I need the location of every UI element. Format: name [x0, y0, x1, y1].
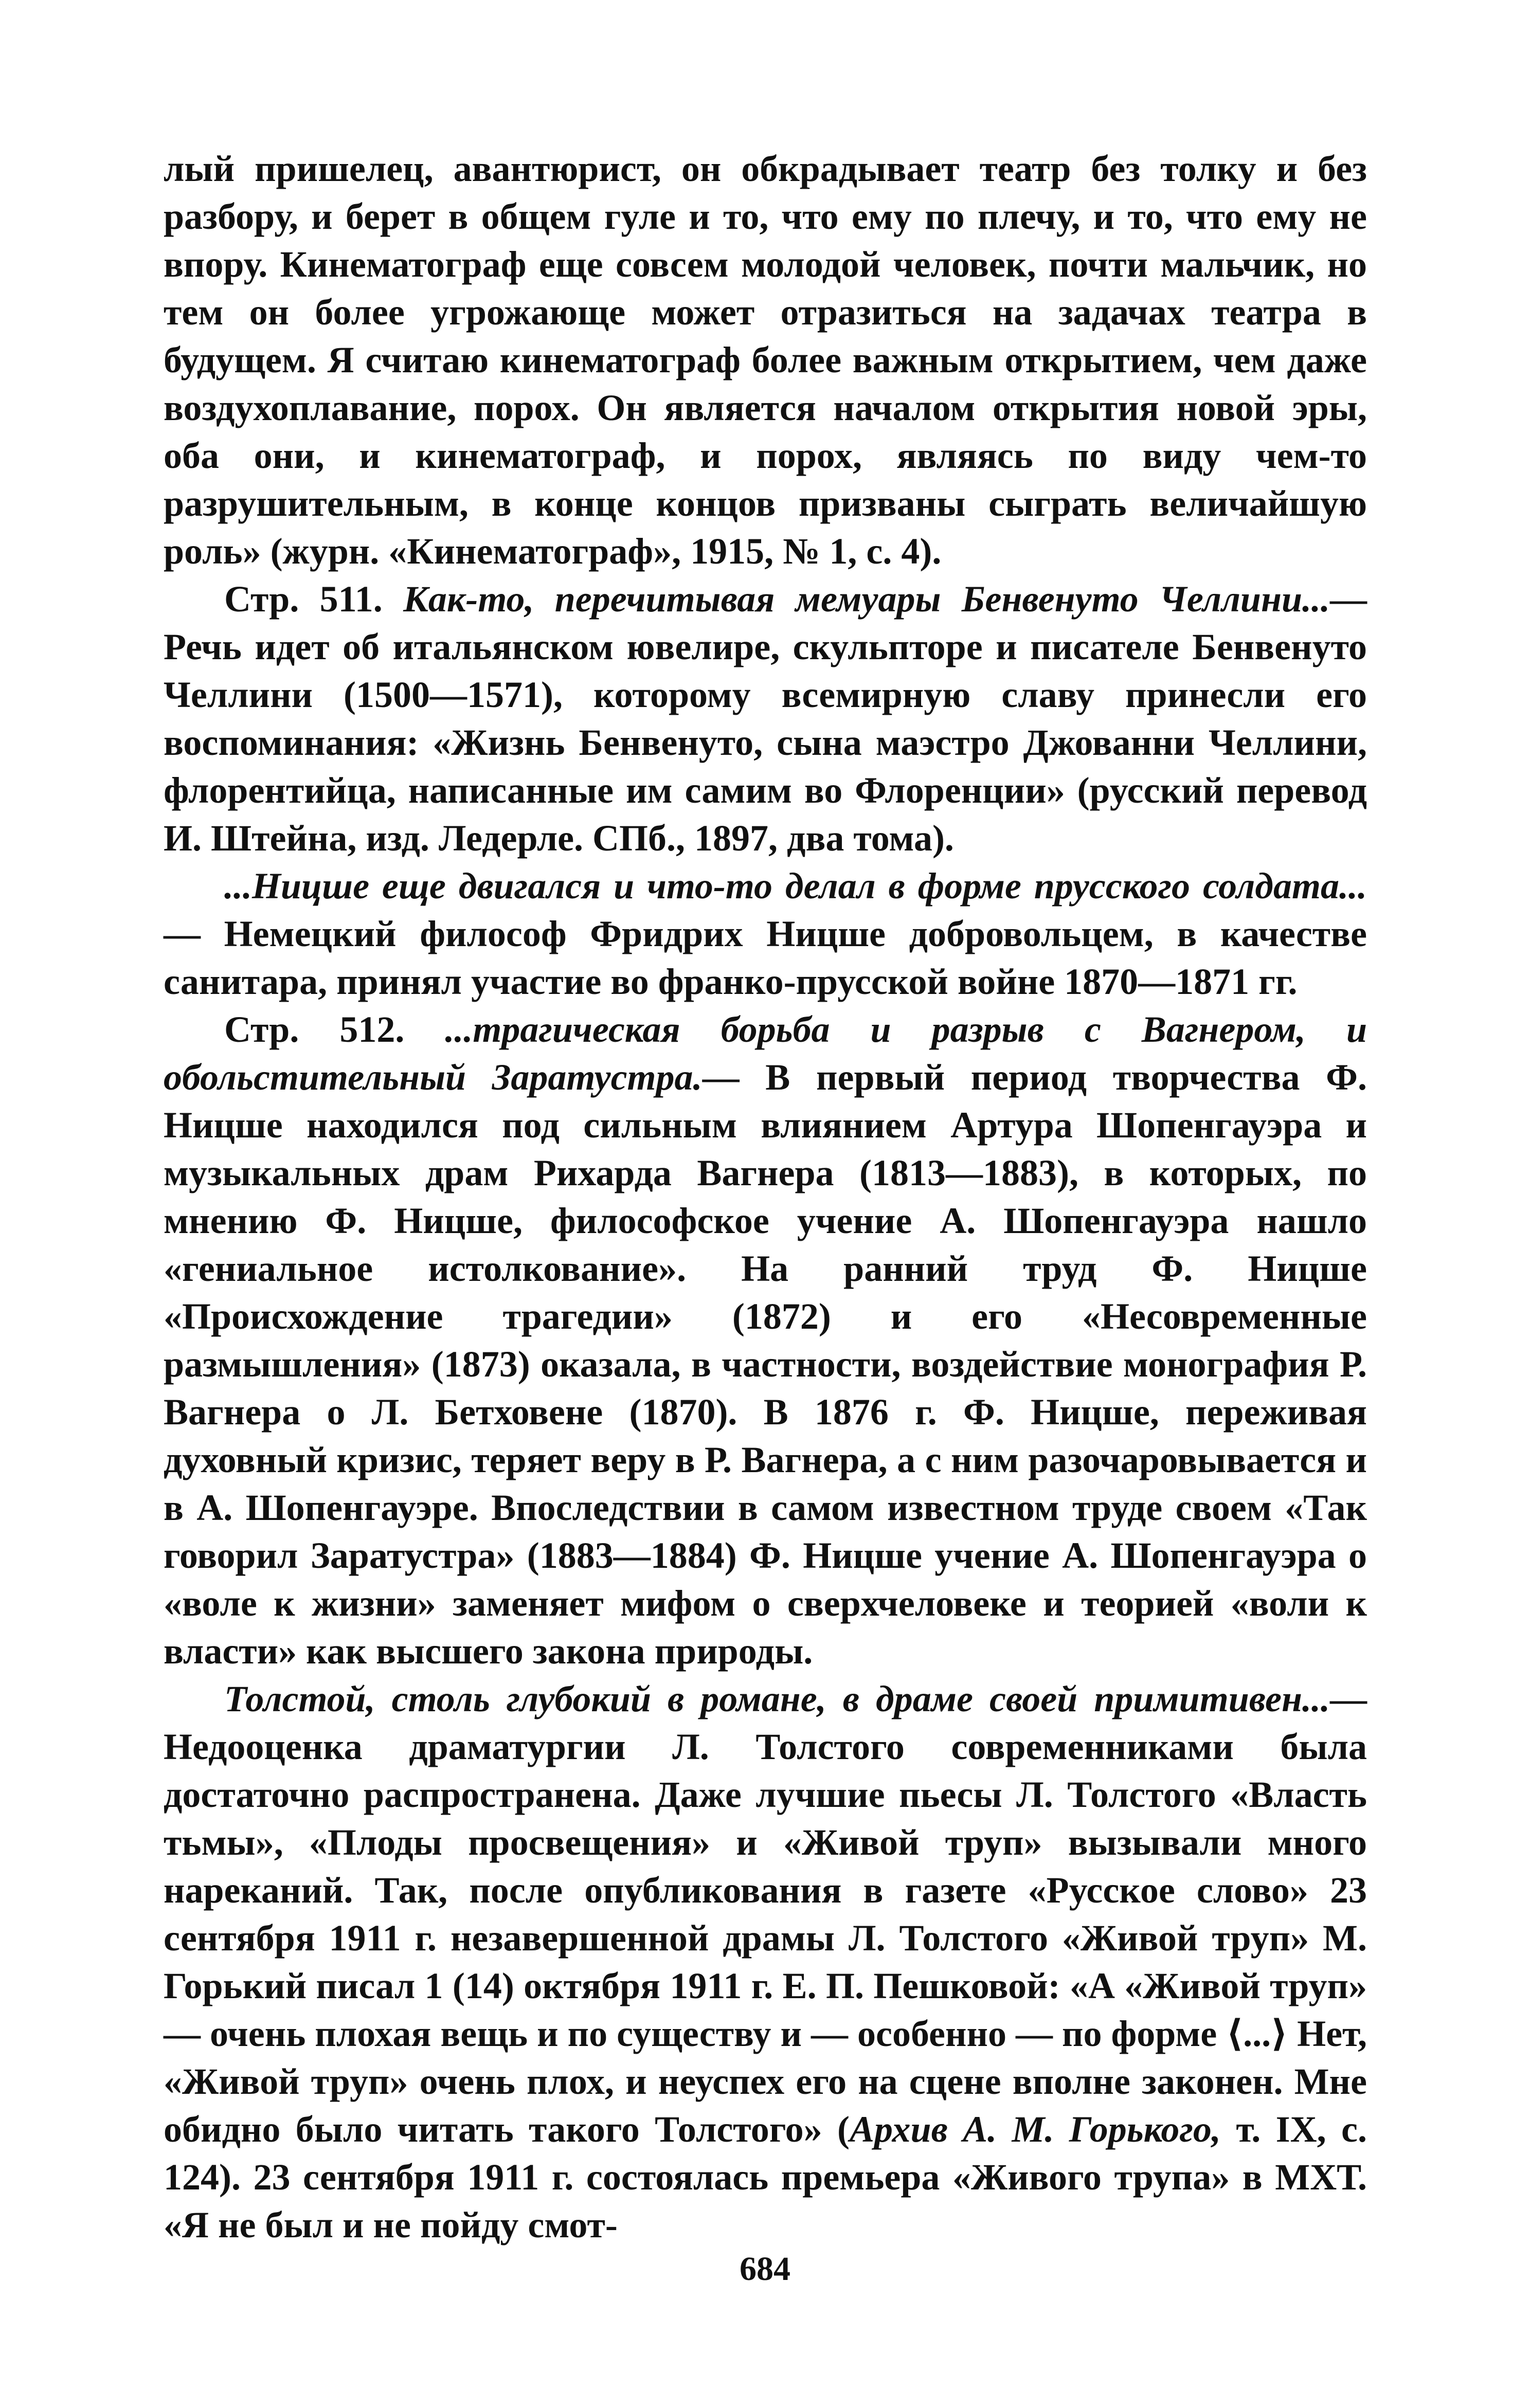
italic-segment: ...Ницше еще двигался и что-то делал в форме прусского солдата... [224, 865, 1367, 907]
text-segment: — Недооценка драматургии Л. Толстого современниками была достаточно распространена. Даже лучшие пьесы Л. Толстого «Власть тьмы», «Плоды просвещения» и «Живой труп» вызывали много нареканий. Так, после опубликования в газете «Русское слово» 23 сентября 1911 г. незавершенной драмы Л. Толстого «Живой труп» М. Горький писал 1 (14) октября 1911 г. Е. П. Пешковой: «А «Живой труп» — очень плохая вещь и по существу и — особенно — по форме ⟨...⟩ Нет, «Живой труп» очень плох, и неуспех его на сцене вполне законен. Мне обидно было читать такого Толстого» ( [164, 1678, 1367, 2150]
paragraph [164, 1006, 1367, 1675]
paragraph [164, 575, 1367, 862]
text-segment: — Немецкий философ Фридрих Ницше добровольцем, в качестве санитара, принял участие во франко-прусской войне 1870—1871 гг. [164, 913, 1367, 1002]
italic-segment: ...трагическая борьба и разрыв с Вагнером, и обольстительный Заратустра. [164, 1009, 1367, 1098]
text-segment: — Речь идет об итальянском ювелире, скульпторе и писателе Бенвенуто Челлини (1500—1571), которому всемирную славу принесли его воспоминания: «Жизнь Бенвенуто, сына маэстро Джованни Челлини, флорентийца, написанные им самим во Флоренции» (русский перевод И. Штейна, изд. Ледерле. СПб., 1897, два тома). [164, 578, 1367, 859]
italic-segment: Толстой, столь глубокий в романе, в драме своей примитивен... [224, 1678, 1330, 1719]
italic-segment: Как-то, перечитывая мемуары Бенвенуто Челлини... [403, 578, 1330, 620]
text-segment: Стр. 512. [224, 1009, 445, 1050]
text-segment: Стр. 511. [224, 578, 404, 620]
text-segment: — В первый период творчества Ф. Ницше находился под сильным влиянием Артура Шопенгауэра и музыкальных драм Рихарда Вагнера (1813—1883), в которых, по мнению Ф. Ницше, философское учение А. Шопенгауэра нашло «гениальное истолкование». На ранний труд Ф. Ницше «Происхождение трагедии» (1872) и его «Несовременные размышления» (1873) оказала, в частности, воздействие монография Р. Вагнера о Л. Бетховене (1870). В 1876 г. Ф. Ницше, переживая духовный кризис, теряет веру в Р. Вагнера, а с ним разочаровывается и в А. Шопенгауэре. Впоследствии в самом известном труде своем «Так говорил Заратустра» (1883—1884) Ф. Ницше учение А. Шопенгауэра о «воле к жизни» заменяет мифом о сверхчеловеке и теорией «воли к власти» как высшего закона природы. [164, 1057, 1367, 1672]
italic-segment: Архив А. М. Горького, [849, 2109, 1221, 2150]
paragraph [164, 145, 1367, 575]
text-segment: т. IX, с. 124). 23 сентября 1911 г. состоялась премьера «Живого трупа» в МХТ. «Я не был и не пойду смот- [164, 2109, 1367, 2246]
page-body [164, 145, 1367, 2249]
paragraph [164, 862, 1367, 1006]
paragraph [164, 1675, 1367, 2249]
text-column [164, 145, 1367, 2249]
text-segment: лый пришелец, авантюрист, он обкрадывает театр без толку и без разбору, и берет в общем гуле и то, что ему по плечу, и то, что ему не впору. Кинематограф еще совсем молодой человек, почти мальчик, но тем он более угрожающе может отразиться на задачах театра в будущем. Я считаю кинематограф более важным открытием, чем даже воздухоплавание, порох. Он является началом открытия новой эры, оба они, и кинематограф, и порох, являясь по виду чем-то разрушительным, в конце концов призваны сыграть величайшую роль» (журн. «Кинематограф», 1915, № 1, с. 4). [164, 148, 1367, 572]
page-number: 684 [740, 2250, 790, 2288]
